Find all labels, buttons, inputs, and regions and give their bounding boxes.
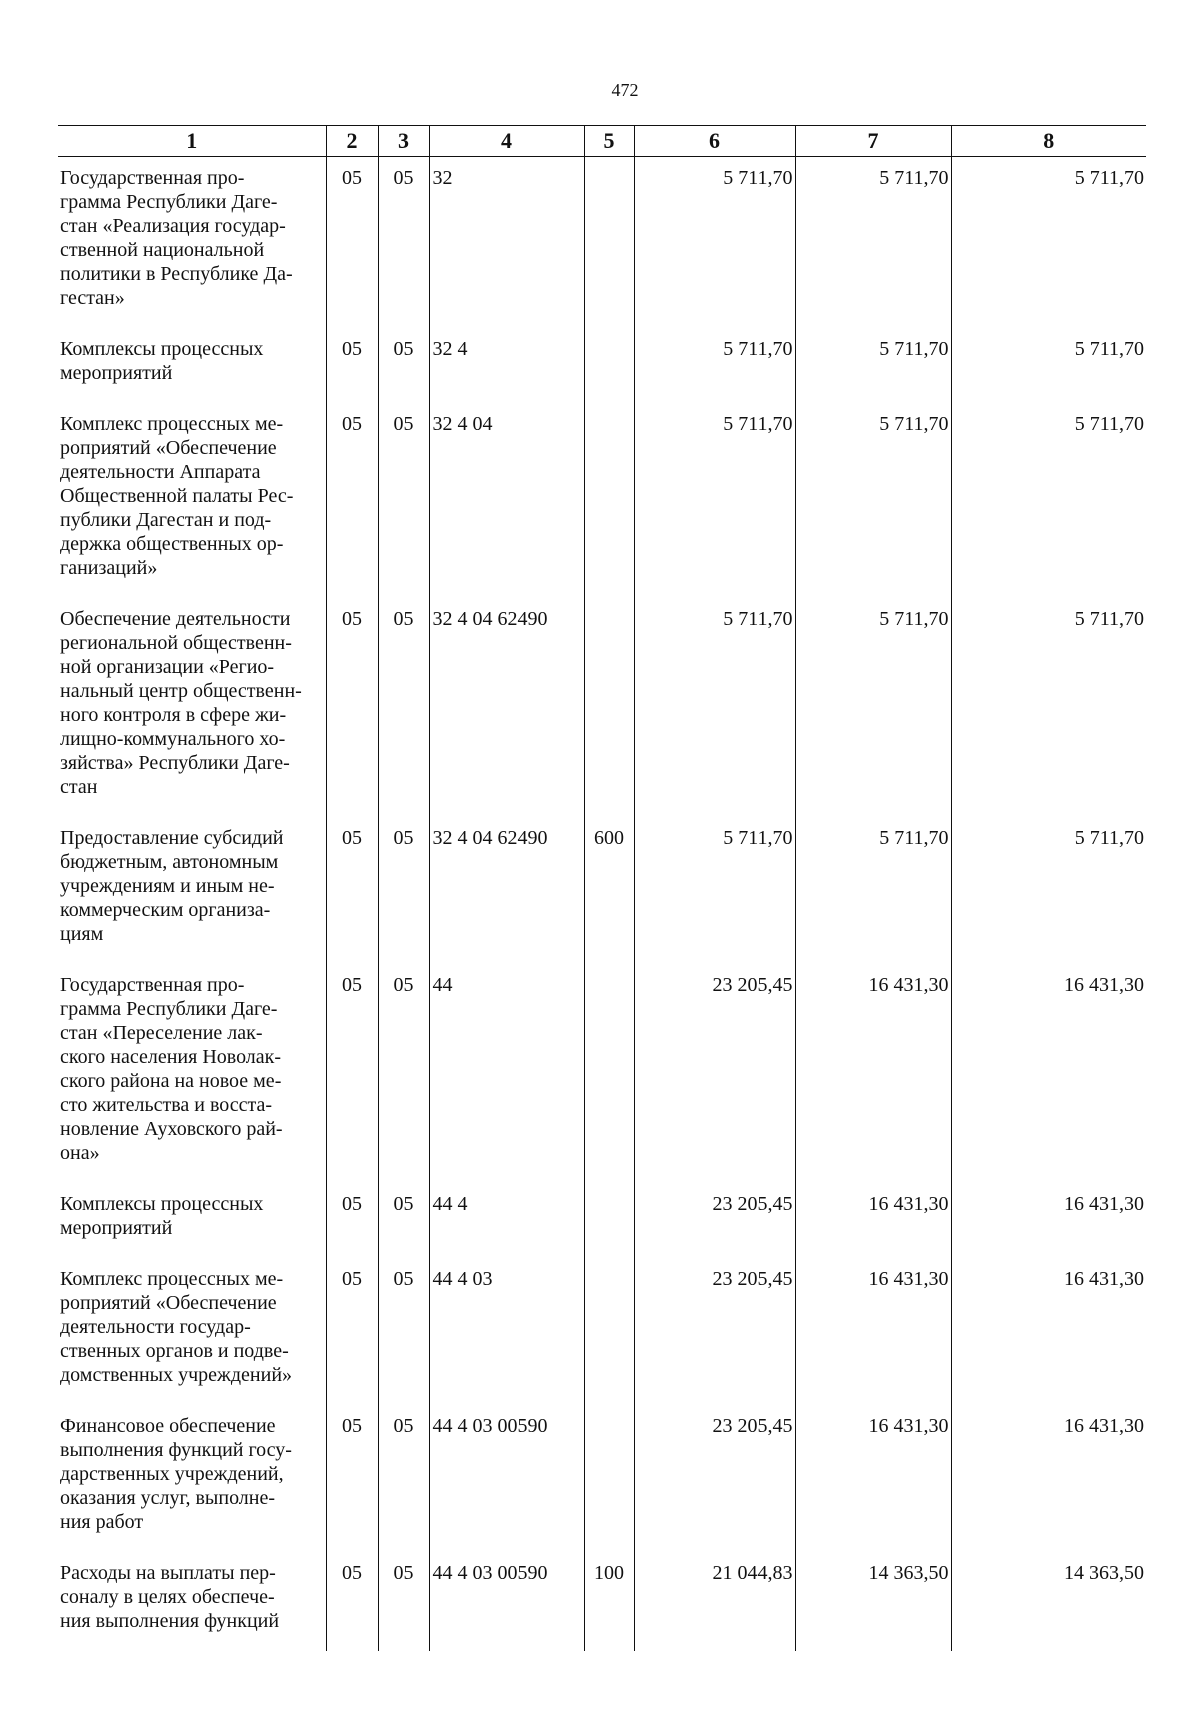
row-amount-col-7: 16 431,30 bbox=[795, 1405, 951, 1552]
row-section-code: 05 bbox=[326, 817, 378, 964]
header-col-5: 5 bbox=[584, 126, 634, 157]
row-amount-col-8: 16 431,30 bbox=[951, 1405, 1146, 1552]
row-amount-col-7: 5 711,70 bbox=[795, 817, 951, 964]
row-amount-col-6: 23 205,45 bbox=[634, 1258, 795, 1405]
table-header-row bbox=[58, 126, 1146, 157]
row-amount-col-7: 16 431,30 bbox=[795, 1183, 951, 1258]
row-amount-col-7: 5 711,70 bbox=[795, 328, 951, 403]
budget-table bbox=[58, 125, 1146, 1651]
header-col-8: 8 bbox=[951, 126, 1146, 157]
header-col-4: 4 bbox=[429, 126, 584, 157]
row-amount-col-7: 5 711,70 bbox=[795, 403, 951, 598]
row-subsection-code: 05 bbox=[378, 157, 429, 329]
row-name: Комплекс процессных ме- роприятий «Обеспечение деятельности государ- ственных органов и подве- домственных учреждений» bbox=[60, 1268, 293, 1386]
row-target-article-code: 44 4 03 00590 bbox=[429, 1405, 584, 1552]
row-section-code: 05 bbox=[326, 598, 378, 817]
table-row bbox=[58, 157, 1146, 329]
header-col-7: 7 bbox=[795, 126, 951, 157]
table-row bbox=[58, 964, 1146, 1183]
row-amount-col-6: 23 205,45 bbox=[634, 964, 795, 1183]
row-expense-type-code bbox=[584, 1183, 634, 1258]
row-amount-col-7: 5 711,70 bbox=[795, 598, 951, 817]
row-subsection-code: 05 bbox=[378, 1258, 429, 1405]
row-subsection-code: 05 bbox=[378, 403, 429, 598]
row-amount-col-7: 16 431,30 bbox=[795, 1258, 951, 1405]
header-col-2: 2 bbox=[326, 126, 378, 157]
row-section-code: 05 bbox=[326, 964, 378, 1183]
row-amount-col-7: 14 363,50 bbox=[795, 1552, 951, 1651]
row-expense-type-code bbox=[584, 964, 634, 1183]
row-target-article-code: 44 bbox=[429, 964, 584, 1183]
row-amount-col-8: 16 431,30 bbox=[951, 1258, 1146, 1405]
row-section-code: 05 bbox=[326, 1552, 378, 1651]
row-amount-col-6: 5 711,70 bbox=[634, 403, 795, 598]
row-expense-type-code bbox=[584, 328, 634, 403]
row-expense-type-code: 100 bbox=[584, 1552, 634, 1651]
row-amount-col-6: 23 205,45 bbox=[634, 1405, 795, 1552]
header-col-3: 3 bbox=[378, 126, 429, 157]
table-row bbox=[58, 1258, 1146, 1405]
row-amount-col-6: 5 711,70 bbox=[634, 598, 795, 817]
row-name: Комплексы процессных мероприятий bbox=[60, 338, 264, 384]
row-name: Государственная про- грамма Республики Даге- стан «Реализация государ- ственной национальной политики в Республике Да- гестан» bbox=[60, 167, 293, 309]
header-col-1: 1 bbox=[58, 126, 326, 157]
row-expense-type-code: 600 bbox=[584, 817, 634, 964]
row-target-article-code: 32 4 bbox=[429, 328, 584, 403]
row-subsection-code: 05 bbox=[378, 1183, 429, 1258]
row-amount-col-8: 5 711,70 bbox=[951, 403, 1146, 598]
table-row bbox=[58, 328, 1146, 403]
table-row bbox=[58, 1183, 1146, 1258]
page-number: 472 bbox=[611, 80, 639, 100]
row-target-article-code: 32 4 04 bbox=[429, 403, 584, 598]
row-amount-col-8: 5 711,70 bbox=[951, 328, 1146, 403]
row-section-code: 05 bbox=[326, 328, 378, 403]
row-section-code: 05 bbox=[326, 1258, 378, 1405]
row-amount-col-6: 5 711,70 bbox=[634, 817, 795, 964]
row-target-article-code: 32 bbox=[429, 157, 584, 329]
row-amount-col-8: 16 431,30 bbox=[951, 1183, 1146, 1258]
row-subsection-code: 05 bbox=[378, 1405, 429, 1552]
row-expense-type-code bbox=[584, 598, 634, 817]
row-target-article-code: 44 4 bbox=[429, 1183, 584, 1258]
row-subsection-code: 05 bbox=[378, 598, 429, 817]
table-row bbox=[58, 817, 1146, 964]
row-amount-col-6: 23 205,45 bbox=[634, 1183, 795, 1258]
table-row bbox=[58, 598, 1146, 817]
row-section-code: 05 bbox=[326, 403, 378, 598]
row-subsection-code: 05 bbox=[378, 1552, 429, 1651]
row-amount-col-7: 16 431,30 bbox=[795, 964, 951, 1183]
row-amount-col-8: 5 711,70 bbox=[951, 157, 1146, 329]
row-target-article-code: 44 4 03 00590 bbox=[429, 1552, 584, 1651]
row-expense-type-code bbox=[584, 1405, 634, 1552]
row-expense-type-code bbox=[584, 1258, 634, 1405]
row-subsection-code: 05 bbox=[378, 328, 429, 403]
row-amount-col-8: 14 363,50 bbox=[951, 1552, 1146, 1651]
row-amount-col-6: 5 711,70 bbox=[634, 328, 795, 403]
row-target-article-code: 32 4 04 62490 bbox=[429, 817, 584, 964]
table-row bbox=[58, 1405, 1146, 1552]
row-section-code: 05 bbox=[326, 1183, 378, 1258]
table-body bbox=[58, 157, 1146, 1652]
row-section-code: 05 bbox=[326, 157, 378, 329]
row-subsection-code: 05 bbox=[378, 964, 429, 1183]
table-row bbox=[58, 1552, 1146, 1651]
row-name: Комплексы процессных мероприятий bbox=[60, 1193, 264, 1239]
row-amount-col-6: 5 711,70 bbox=[634, 157, 795, 329]
header-col-6: 6 bbox=[634, 126, 795, 157]
row-expense-type-code bbox=[584, 403, 634, 598]
row-name: Расходы на выплаты пер- соналу в целях обеспече- ния выполнения функций bbox=[60, 1562, 280, 1632]
row-section-code: 05 bbox=[326, 1405, 378, 1552]
row-amount-col-7: 5 711,70 bbox=[795, 157, 951, 329]
row-name: Предоставление субсидий бюджетным, автономным учреждениям и иным не- коммерческим организа- циям bbox=[60, 827, 284, 945]
row-name: Государственная про- грамма Республики Даге- стан «Переселение лак- ского населения Новолак- ского района на новое ме- сто жительства и восста- новление Ауховского рай- она» bbox=[60, 974, 283, 1164]
row-amount-col-8: 5 711,70 bbox=[951, 598, 1146, 817]
table-row bbox=[58, 403, 1146, 598]
row-target-article-code: 32 4 04 62490 bbox=[429, 598, 584, 817]
row-amount-col-6: 21 044,83 bbox=[634, 1552, 795, 1651]
row-target-article-code: 44 4 03 bbox=[429, 1258, 584, 1405]
row-amount-col-8: 16 431,30 bbox=[951, 964, 1146, 1183]
row-amount-col-8: 5 711,70 bbox=[951, 817, 1146, 964]
row-name: Финансовое обеспечение выполнения функций госу- дарственных учреждений, оказания услуг, выполне- ния работ bbox=[60, 1415, 292, 1533]
row-expense-type-code bbox=[584, 157, 634, 329]
row-name: Обеспечение деятельности региональной общественн- ной организации «Регио- нальный центр общественн- ного контроля в сфере жи- лищно-коммунального хо- зяйства» Республики Даге- стан bbox=[60, 608, 302, 798]
row-name: Комплекс процессных ме- роприятий «Обеспечение деятельности Аппарата Общественной палаты Рес- публики Дагестан и под- держка общественных ор- ганизаций» bbox=[60, 413, 294, 579]
row-subsection-code: 05 bbox=[378, 817, 429, 964]
